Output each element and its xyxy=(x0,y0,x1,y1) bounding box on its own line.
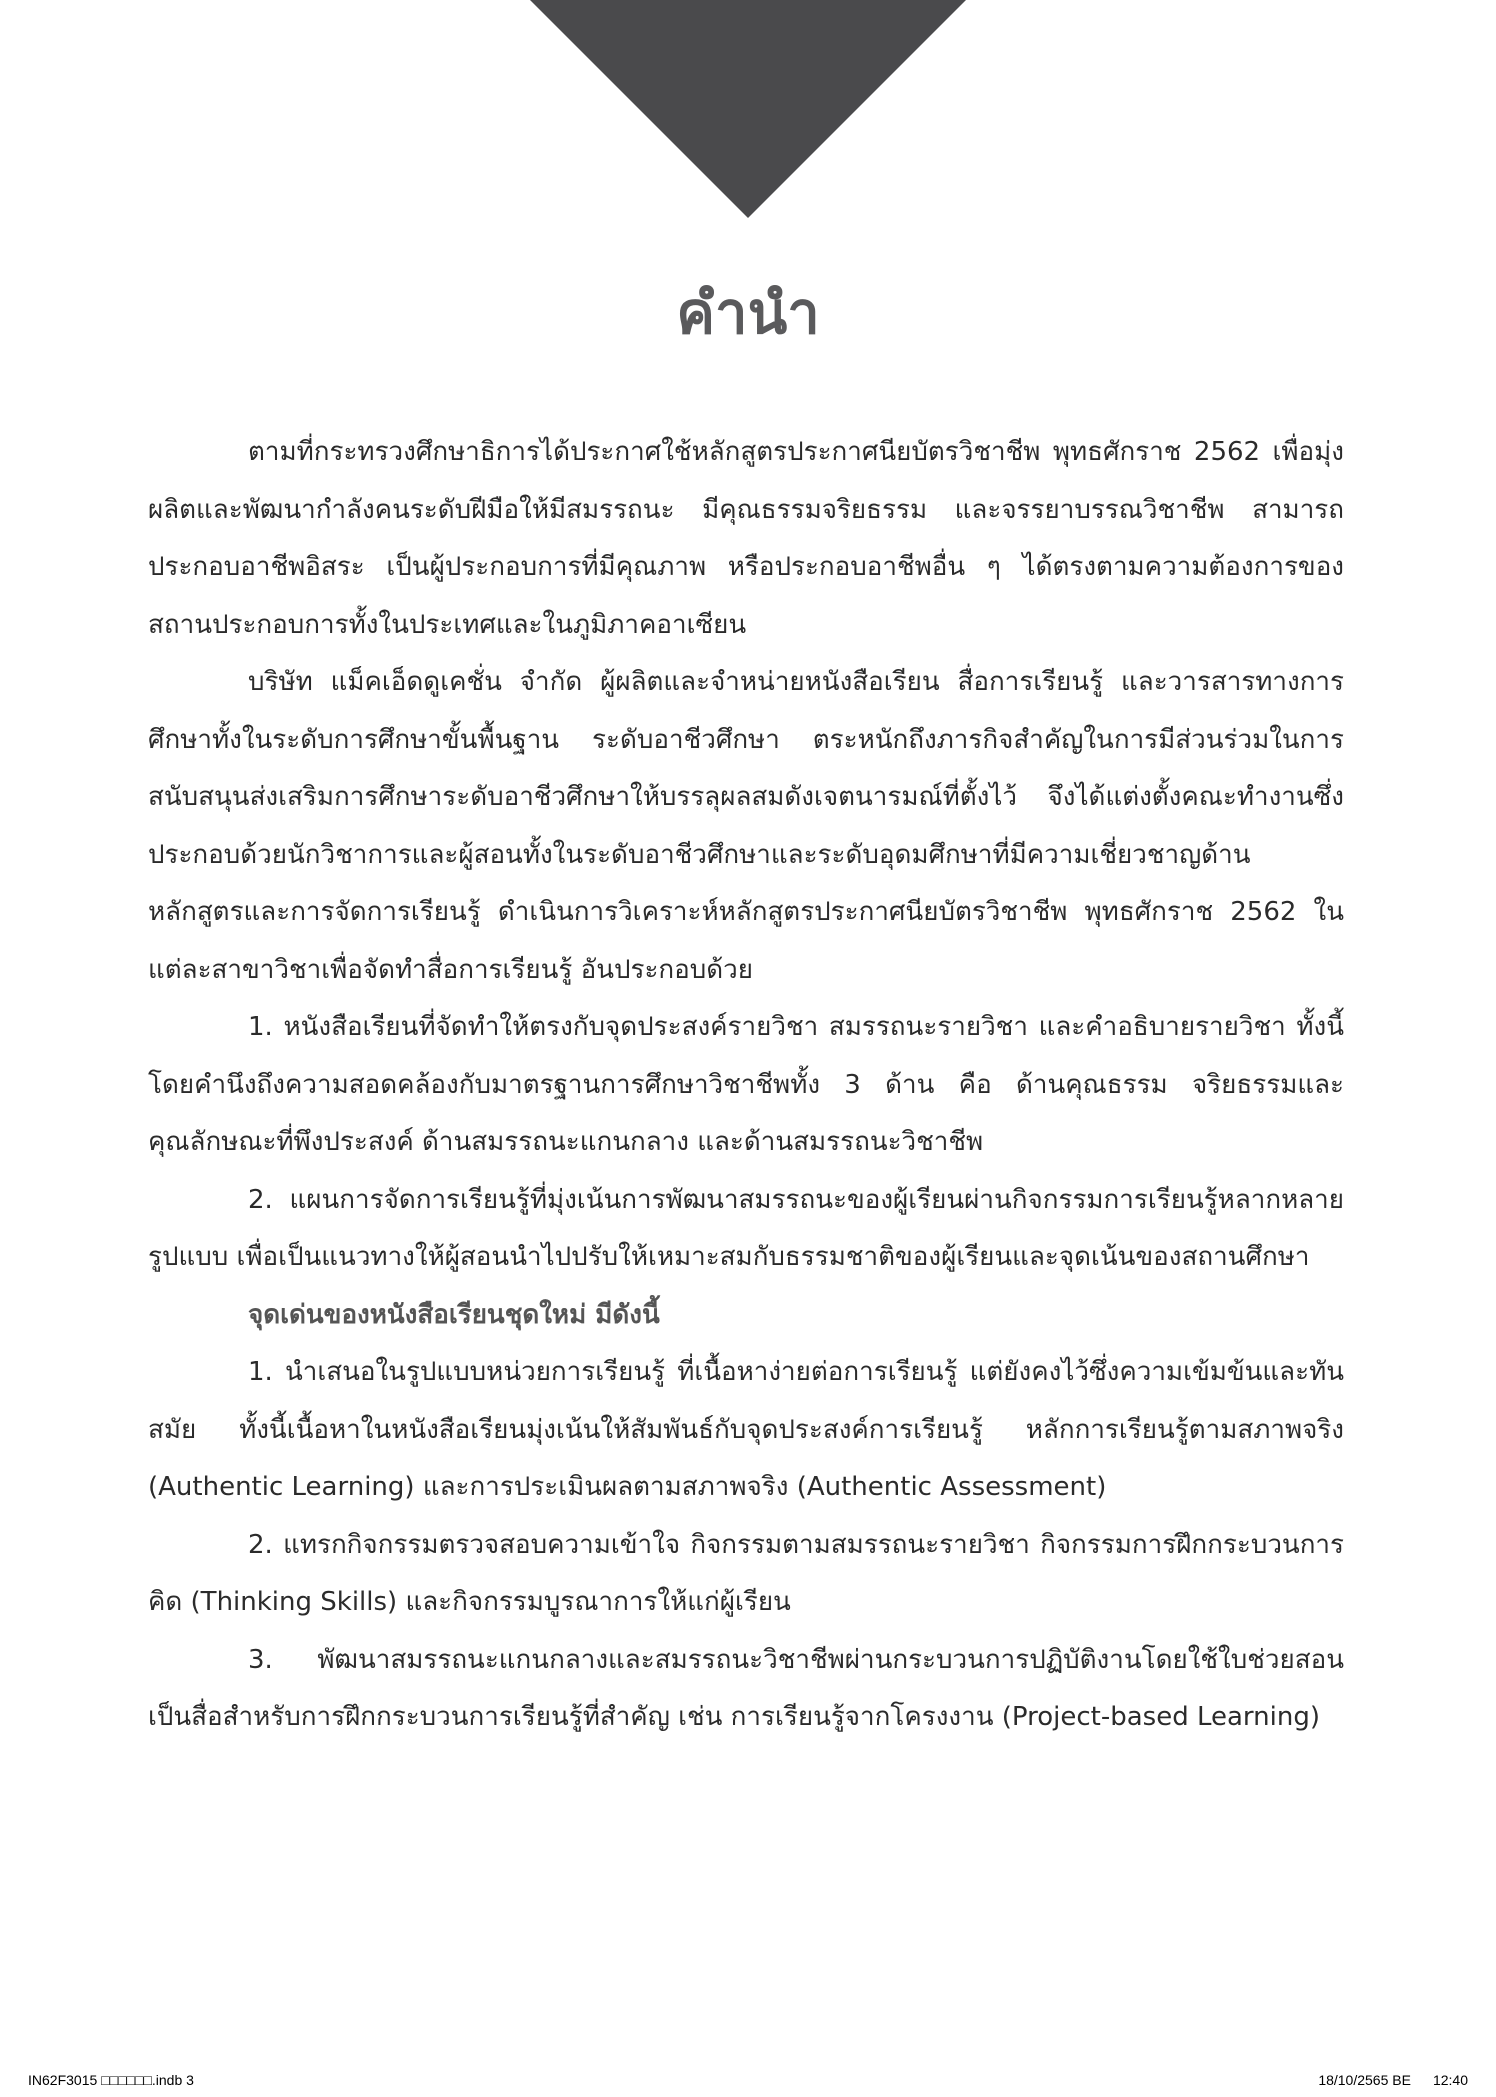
footer-date: 18/10/2565 BE xyxy=(1318,2072,1411,2088)
highlight-item: 2. แทรกกิจกรรมตรวจสอบความเข้าใจ กิจกรรมตามสมรรถนะรายวิชา กิจกรรมการฝึกกระบวนการคิด (Thinking Skills) และกิจกรรมบูรณาการให้แก่ผู้เรียน xyxy=(148,1529,1344,1617)
highlights-heading: จุดเด่นของหนังสือเรียนชุดใหม่ มีดังนี้ xyxy=(248,1299,660,1330)
footer-file-info: IN62F3015 □□□□□□.indb 3 xyxy=(28,2072,194,2088)
footer-timestamp xyxy=(1318,2072,1468,2088)
page-title: คำนำ xyxy=(676,279,820,347)
paragraph: บริษัท แม็คเอ็ดดูเคชั่น จำกัด ผู้ผลิตและจำหน่ายหนังสือเรียน สื่อการเรียนรู้ และวารสารทางการศึกษาทั้งในระดับการศึกษาขั้นพื้นฐาน ระดับอาชีวศึกษา ตระหนักถึงภารกิจสำคัญในการมีส่วนร่วมในการสนับสนุนส่งเสริมการศึกษาระดับอาชีวศึกษาให้บรรลุผลสมดังเจตนารมณ์ที่ตั้งไว้ จึงได้แต่งตั้งคณะทำงานซึ่งประกอบด้วยนักวิชาการและผู้สอนทั้งในระดับอาชีวศึกษาและระดับอุดมศึกษาที่มีความเชี่ยวชาญด้านหลักสูตรและการจัดการเรียนรู้ ดำเนินการวิเคราะห์หลักสูตรประกาศนียบัตรวิชาชีพ พุทธศักราช 2562 ในแต่ละสาขาวิชาเพื่อจัดทำสื่อการเรียนรู้ อันประกอบด้วย xyxy=(148,667,1344,985)
highlight-item: 3. พัฒนาสมรรถนะแกนกลางและสมรรถนะวิชาชีพผ่านกระบวนการปฏิบัติงานโดยใช้ใบช่วยสอนเป็นสื่อสำหรับการฝึกกระบวนการเรียนรู้ที่สำคัญ เช่น การเรียนรู้จากโครงงาน (Project-based Learning) xyxy=(148,1644,1344,1732)
decorative-triangle xyxy=(530,0,966,218)
footer-time: 12:40 xyxy=(1432,2072,1468,2088)
paragraph: 2. แผนการจัดการเรียนรู้ที่มุ่งเน้นการพัฒนาสมรรถนะของผู้เรียนผ่านกิจกรรมการเรียนรู้หลากหลายรูปแบบ เพื่อเป็นแนวทางให้ผู้สอนนำไปปรับให้เหมาะสมกับธรรมชาติของผู้เรียนและจุดเน้นของสถานศึกษา xyxy=(148,1184,1344,1272)
preface-body xyxy=(148,424,1344,1747)
paragraph: 1. หนังสือเรียนที่จัดทำให้ตรงกับจุดประสงค์รายวิชา สมรรถนะรายวิชา และคำอธิบายรายวิชา ทั้งนี้โดยคำนึงถึงความสอดคล้องกับมาตรฐานการศึกษาวิชาชีพทั้ง 3 ด้าน คือ ด้านคุณธรรม จริยธรรมและคุณลักษณะที่พึงประสงค์ ด้านสมรรถนะแกนกลาง และด้านสมรรถนะวิชาชีพ xyxy=(148,1012,1344,1157)
highlight-item: 1. นำเสนอในรูปแบบหน่วยการเรียนรู้ ที่เนื้อหาง่ายต่อการเรียนรู้ แต่ยังคงไว้ซึ่งความเข้มข้นและทันสมัย ทั้งนี้เนื้อหาในหนังสือเรียนมุ่งเน้นให้สัมพันธ์กับจุดประสงค์การเรียนรู้ หลักการเรียนรู้ตามสภาพจริง (Authentic Learning) และการประเมินผลตามสภาพจริง (Authentic Assessment) xyxy=(148,1357,1344,1502)
paragraph: ตามที่กระทรวงศึกษาธิการได้ประกาศใช้หลักสูตรประกาศนียบัตรวิชาชีพ พุทธศักราช 2562 เพื่อมุ่งผลิตและพัฒนากำลังคนระดับฝีมือให้มีสมรรถนะ มีคุณธรรมจริยธรรม และจรรยาบรรณวิชาชีพ สามารถประกอบอาชีพอิสระ เป็นผู้ประกอบการที่มีคุณภาพ หรือประกอบอาชีพอื่น ๆ ได้ตรงตามความต้องการของสถานประกอบการทั้งในประเทศและในภูมิภาคอาเซียน xyxy=(148,437,1344,640)
